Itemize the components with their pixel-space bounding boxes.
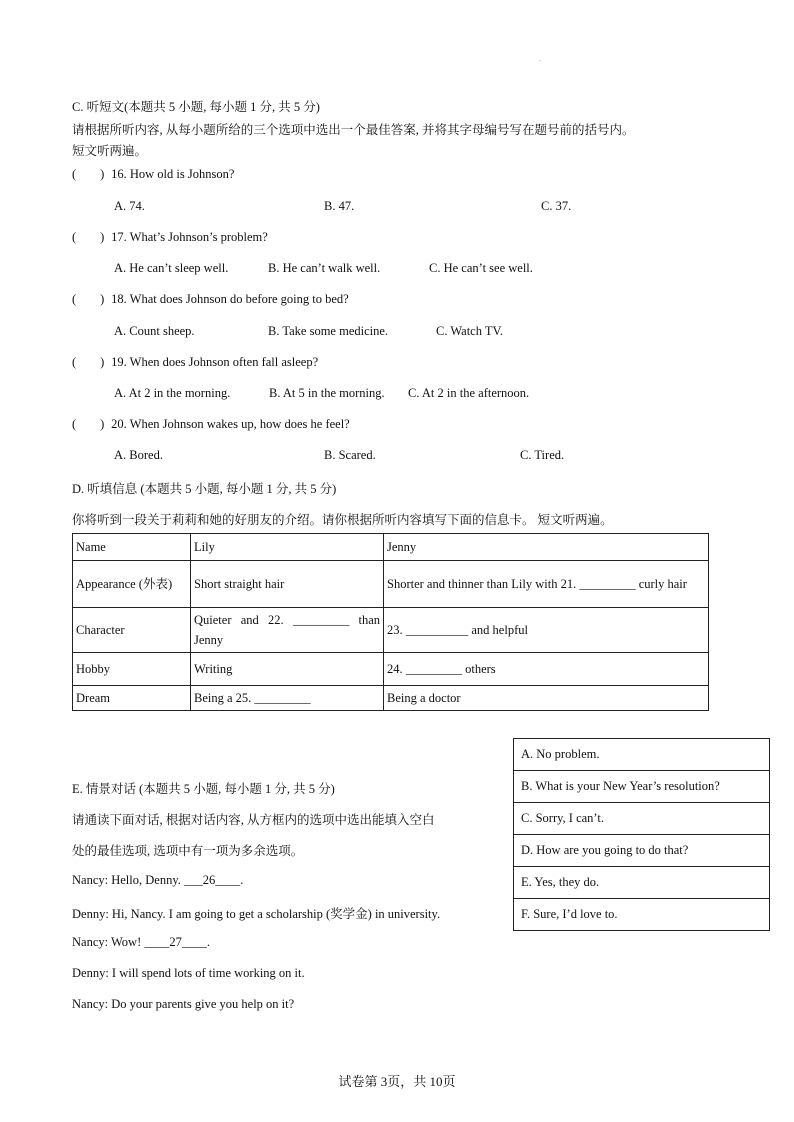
table-cell: Hobby xyxy=(73,653,191,686)
option-a: A. At 2 in the morning. xyxy=(114,386,231,400)
header-cell: Lily xyxy=(191,534,384,561)
table-cell-blank-24[interactable]: 24. _________ others xyxy=(384,653,709,686)
section-e-instruction: 请通读下面对话, 根据对话内容, 从方框内的选项中选出能填入空白 xyxy=(72,813,435,827)
option-a: A. 74. xyxy=(114,199,145,213)
option-c: C. Watch TV. xyxy=(436,324,504,338)
header-cell: Name xyxy=(73,534,191,561)
option-a: A. Bored. xyxy=(114,448,163,462)
dialogue-option-c: C. Sorry, I can’t. xyxy=(514,803,770,835)
table-cell: Character xyxy=(73,608,191,653)
dialogue-line: Nancy: Do your parents give you help on it? xyxy=(72,997,295,1011)
option-b: B. At 5 in the morning. xyxy=(269,386,385,400)
option-b: B. Scared. xyxy=(324,448,376,462)
table-row xyxy=(73,561,709,608)
question-19 xyxy=(72,355,318,370)
table-row xyxy=(73,686,709,711)
section-e-instruction-2: 处的最佳选项, 选项中有一项为多余选项。 xyxy=(72,844,304,858)
table-cell-blank-21[interactable]: Shorter and thinner than Lily with 21. _________ curly hair xyxy=(384,561,709,608)
answer-bracket[interactable]: ( ) xyxy=(72,167,105,181)
question-text: 20. When Johnson wakes up, how does he feel? xyxy=(111,417,350,431)
option-b: B. 47. xyxy=(324,199,355,213)
dialogue-options-box xyxy=(513,738,770,931)
section-d-title: D. 听填信息 (本题共 5 小题, 每小题 1 分, 共 5 分) xyxy=(72,482,337,496)
dialogue-line: Denny: I will spend lots of time working on it. xyxy=(72,966,305,980)
option-a: A. He can’t sleep well. xyxy=(114,261,229,275)
option-c: C. 37. xyxy=(541,199,572,213)
question-text: 18. What does Johnson do before going to bed? xyxy=(111,292,349,306)
question-17 xyxy=(72,230,268,245)
option-c: C. He can’t see well. xyxy=(429,261,533,275)
dialogue-line-27[interactable]: Nancy: Wow! ____27____. xyxy=(72,935,210,949)
table-row xyxy=(73,653,709,686)
dialogue-option-d: D. How are you going to do that? xyxy=(514,835,770,867)
table-cell: Appearance (外表) xyxy=(73,561,191,608)
question-20 xyxy=(72,417,350,432)
table-cell: Writing xyxy=(191,653,384,686)
dialogue-option-e: E. Yes, they do. xyxy=(514,867,770,899)
section-c-title: C. 听短文(本题共 5 小题, 每小题 1 分, 共 5 分) xyxy=(72,100,320,114)
table-cell-blank-23[interactable]: 23. __________ and helpful xyxy=(384,608,709,653)
question-18 xyxy=(72,292,349,307)
section-e-title: E. 情景对话 (本题共 5 小题, 每小题 1 分, 共 5 分) xyxy=(72,782,335,796)
dialogue-line: Denny: Hi, Nancy. I am going to get a scholarship (奖学金) in university. xyxy=(72,907,441,921)
option-a: A. Count sheep. xyxy=(114,324,195,338)
dialogue-option-b: B. What is your New Year’s resolution? xyxy=(514,771,770,803)
table-cell-blank-22[interactable]: Quieter and 22. _________ than Jenny xyxy=(191,608,384,653)
scan-dot: . xyxy=(539,54,541,63)
table-cell-blank-25[interactable]: Being a 25. _________ xyxy=(191,686,384,711)
answer-bracket[interactable]: ( ) xyxy=(72,355,105,369)
dialogue-line-26[interactable]: Nancy: Hello, Denny. ___26____. xyxy=(72,873,244,887)
option-c: C. Tired. xyxy=(520,448,565,462)
page-footer: 试卷第 3页，共 10页 xyxy=(338,1074,456,1089)
table-cell: Dream xyxy=(73,686,191,711)
dialogue-option-f: F. Sure, I’d love to. xyxy=(514,899,770,931)
section-c-instruction-2: 短文听两遍。 xyxy=(72,144,148,158)
section-d-instruction: 你将听到一段关于莉莉和她的好朋友的介绍。请你根据所听内容填写下面的信息卡。 短文听两遍。 xyxy=(72,513,613,527)
table-cell: Being a doctor xyxy=(384,686,709,711)
answer-bracket[interactable]: ( ) xyxy=(72,292,105,306)
answer-bracket[interactable]: ( ) xyxy=(72,230,105,244)
question-text: 19. When does Johnson often fall asleep? xyxy=(111,355,319,369)
table-header-row xyxy=(73,534,709,561)
option-b: B. He can’t walk well. xyxy=(268,261,381,275)
info-card-table xyxy=(72,533,709,711)
question-16 xyxy=(72,167,234,182)
option-c: C. At 2 in the afternoon. xyxy=(408,386,530,400)
question-text: 16. How old is Johnson? xyxy=(111,167,235,181)
dialogue-option-a: A. No problem. xyxy=(514,739,770,771)
table-cell: Short straight hair xyxy=(191,561,384,608)
option-b: B. Take some medicine. xyxy=(268,324,389,338)
table-row xyxy=(73,608,709,653)
header-cell: Jenny xyxy=(384,534,709,561)
question-text: 17. What’s Johnson’s problem? xyxy=(111,230,268,244)
section-c-instruction: 请根据所听内容, 从每小题所给的三个选项中选出一个最佳答案, 并将其字母编号写在题号前的括号内。 xyxy=(72,123,635,137)
answer-bracket[interactable]: ( ) xyxy=(72,417,105,431)
